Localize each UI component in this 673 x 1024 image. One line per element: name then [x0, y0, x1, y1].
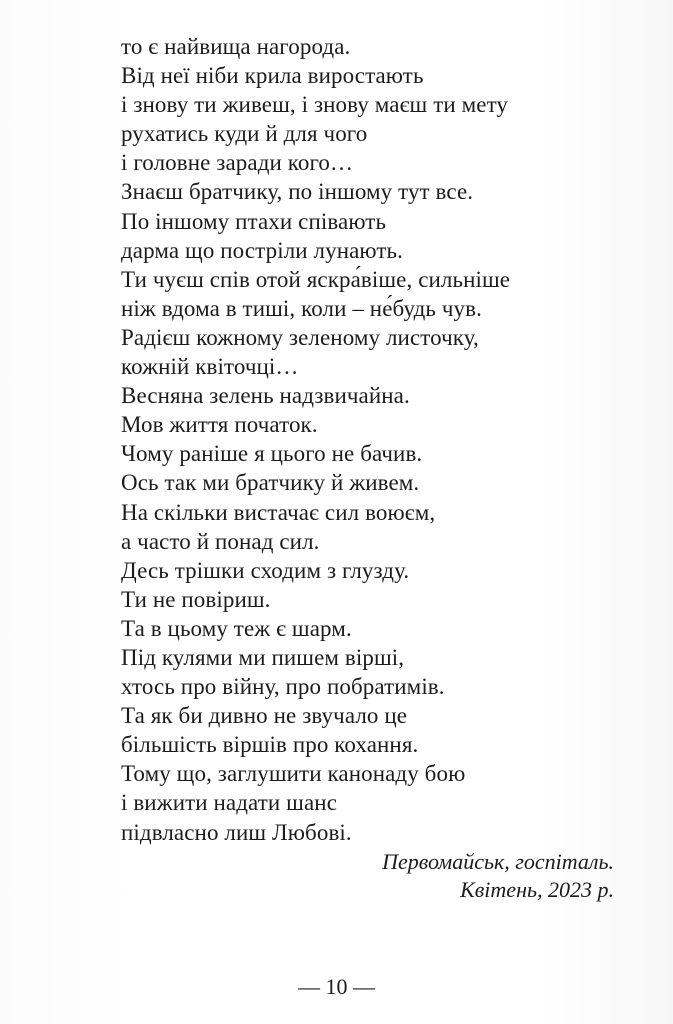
- poem-line: хтось про війну, про побратимів.: [121, 674, 445, 700]
- poem-line: По іншому птахи співають: [121, 208, 387, 234]
- poem-line: дарма що постріли лунають.: [121, 237, 403, 263]
- poem-line: то є найвища нагорода.: [121, 34, 351, 59]
- signature-place: Первомайськ, госпіталь.: [382, 849, 614, 874]
- poem-line: і вижити надати шанс: [121, 790, 337, 816]
- poem-line: більшість віршів про кохання.: [121, 732, 419, 758]
- poem-line: Радієш кожному зеленому листочку,: [121, 324, 479, 350]
- poem-line: ніж вдома в тиші, коли – не́будь чув.: [121, 295, 482, 321]
- poem-line: Мов життя початок.: [121, 412, 318, 438]
- poem-line: Весняна зелень надзвичайна.: [121, 383, 410, 409]
- poem-line: Під кулями ми пишем вірші,: [121, 644, 405, 670]
- poem-line: Ось так ми братчику й живем.: [121, 470, 420, 496]
- poem-line: Десь трішки сходим з глузду.: [121, 557, 410, 583]
- poem-line: кожній квіточці…: [121, 354, 299, 380]
- poem-line: а часто й понад сил.: [121, 528, 320, 554]
- signature-date: Квітень, 2023 р.: [460, 877, 614, 902]
- poem-line: На скільки вистачає сил воюєм,: [121, 499, 436, 525]
- poem-line: і знову ти живеш, і знову маєш ти мету: [121, 92, 509, 118]
- poem-line: рухатись куди й для чого: [121, 121, 368, 147]
- poem-line: Та як би дивно не звучало це: [121, 703, 408, 729]
- poem-signature: [382, 848, 614, 904]
- poem-line: підвласно лиш Любові.: [121, 819, 352, 845]
- poem-line: Знаєш братчику, по іншому тут все.: [121, 179, 474, 205]
- poem-line: Від неї ніби крила виростають: [121, 63, 424, 89]
- poem-body: [121, 32, 621, 847]
- poem-line: Ти не повіриш.: [121, 586, 271, 612]
- poem-line: Ти чуєш спів отой яскра́віше, сильніше: [121, 266, 511, 292]
- poem-line: Чому раніше я цього не бачив.: [121, 441, 423, 467]
- poem-line: і головне заради кого…: [121, 150, 354, 176]
- poem-line: Тому що, заглушити канонаду бою: [121, 761, 466, 787]
- page-number: — 10 —: [298, 974, 375, 999]
- poem-line: Та в цьому теж є шарм.: [121, 615, 352, 641]
